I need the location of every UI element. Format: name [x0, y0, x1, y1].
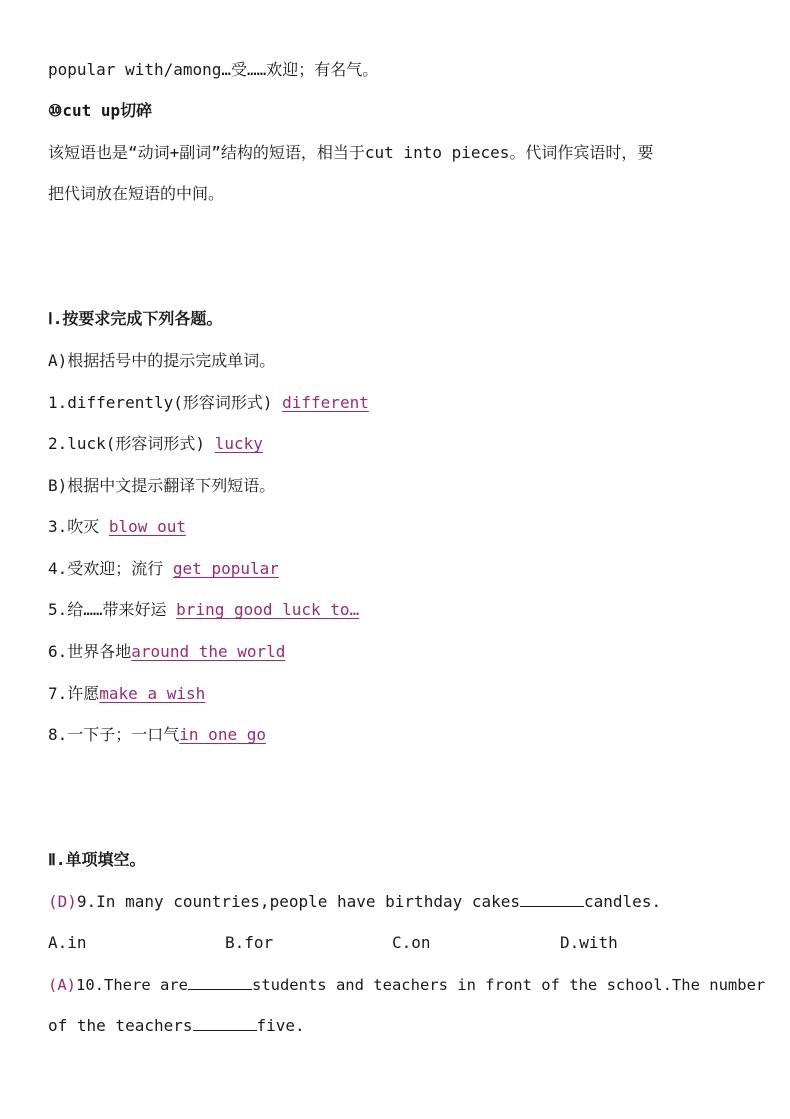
answer-blank — [520, 892, 584, 907]
item-prompt: 2.luck(形容词形式) — [48, 434, 215, 453]
item-answer: make a wish — [99, 684, 206, 703]
part-a-instruction: A)根据括号中的提示完成单词。 — [48, 351, 276, 370]
item-prompt: 7.许愿 — [48, 684, 100, 703]
exercise-item — [48, 393, 369, 413]
exercise-item — [48, 600, 359, 620]
exercise-item — [48, 725, 266, 745]
item-answer: around the world — [131, 642, 286, 661]
exercise-item — [48, 517, 186, 537]
question-text: 9.In many countries,people have birthday cakes — [76, 892, 521, 911]
item-answer: different — [282, 393, 369, 412]
item-answer: in one go — [179, 725, 266, 744]
question-9 — [48, 892, 661, 912]
exercise-item — [48, 559, 279, 579]
item-answer: get popular — [172, 559, 279, 578]
question-answer: (A) — [48, 976, 76, 994]
item-prompt: 1.differently(形容词形式) — [48, 393, 283, 412]
item-prompt: 4.受欢迎；流行 — [48, 559, 173, 578]
heading-cut-up: ⑩cut up切碎 — [48, 101, 153, 120]
intro-line: popular with/among…受……欢迎；有名气。 — [48, 60, 379, 79]
answer-blank — [193, 1016, 257, 1031]
exercise-item — [48, 434, 263, 454]
item-prompt: 5.给……带来好运 — [48, 600, 177, 619]
part-b-instruction: B)根据中文提示翻译下列短语。 — [48, 476, 276, 495]
intro-paragraph-line2: 把代词放在短语的中间。 — [48, 184, 225, 203]
item-answer: lucky — [214, 434, 263, 453]
exercise-item — [48, 684, 205, 704]
question-text: students and teachers in front of the school.The number — [251, 976, 766, 994]
item-answer: blow out — [108, 517, 186, 536]
item-prompt: 3.吹灭 — [48, 517, 109, 536]
question-text: five. — [256, 1016, 305, 1035]
question-10 — [48, 975, 765, 995]
question-text: of the teachers — [48, 1016, 193, 1035]
option-a: A.in — [48, 933, 87, 952]
item-prompt: 8.一下子；一口气 — [48, 725, 180, 744]
exercise-item — [48, 642, 285, 662]
answer-blank — [188, 975, 252, 990]
section2-title: Ⅱ.单项填空。 — [48, 850, 146, 869]
question-10-line2 — [48, 1016, 305, 1036]
option-c: C.on — [392, 933, 431, 952]
question-text: candles. — [584, 892, 662, 911]
option-d: D.with — [560, 933, 618, 952]
section1-title: Ⅰ.按要求完成下列各题。 — [48, 309, 223, 328]
question-answer: (D) — [48, 892, 77, 911]
intro-paragraph-line1: 该短语也是“动词+副词”结构的短语，相当于cut into pieces。代词作宾语时，要 — [48, 143, 654, 162]
question-text: 10.There are — [76, 976, 188, 994]
option-b: B.for — [225, 933, 274, 952]
item-answer: bring good luck to… — [176, 600, 360, 619]
item-prompt: 6.世界各地 — [48, 642, 132, 661]
